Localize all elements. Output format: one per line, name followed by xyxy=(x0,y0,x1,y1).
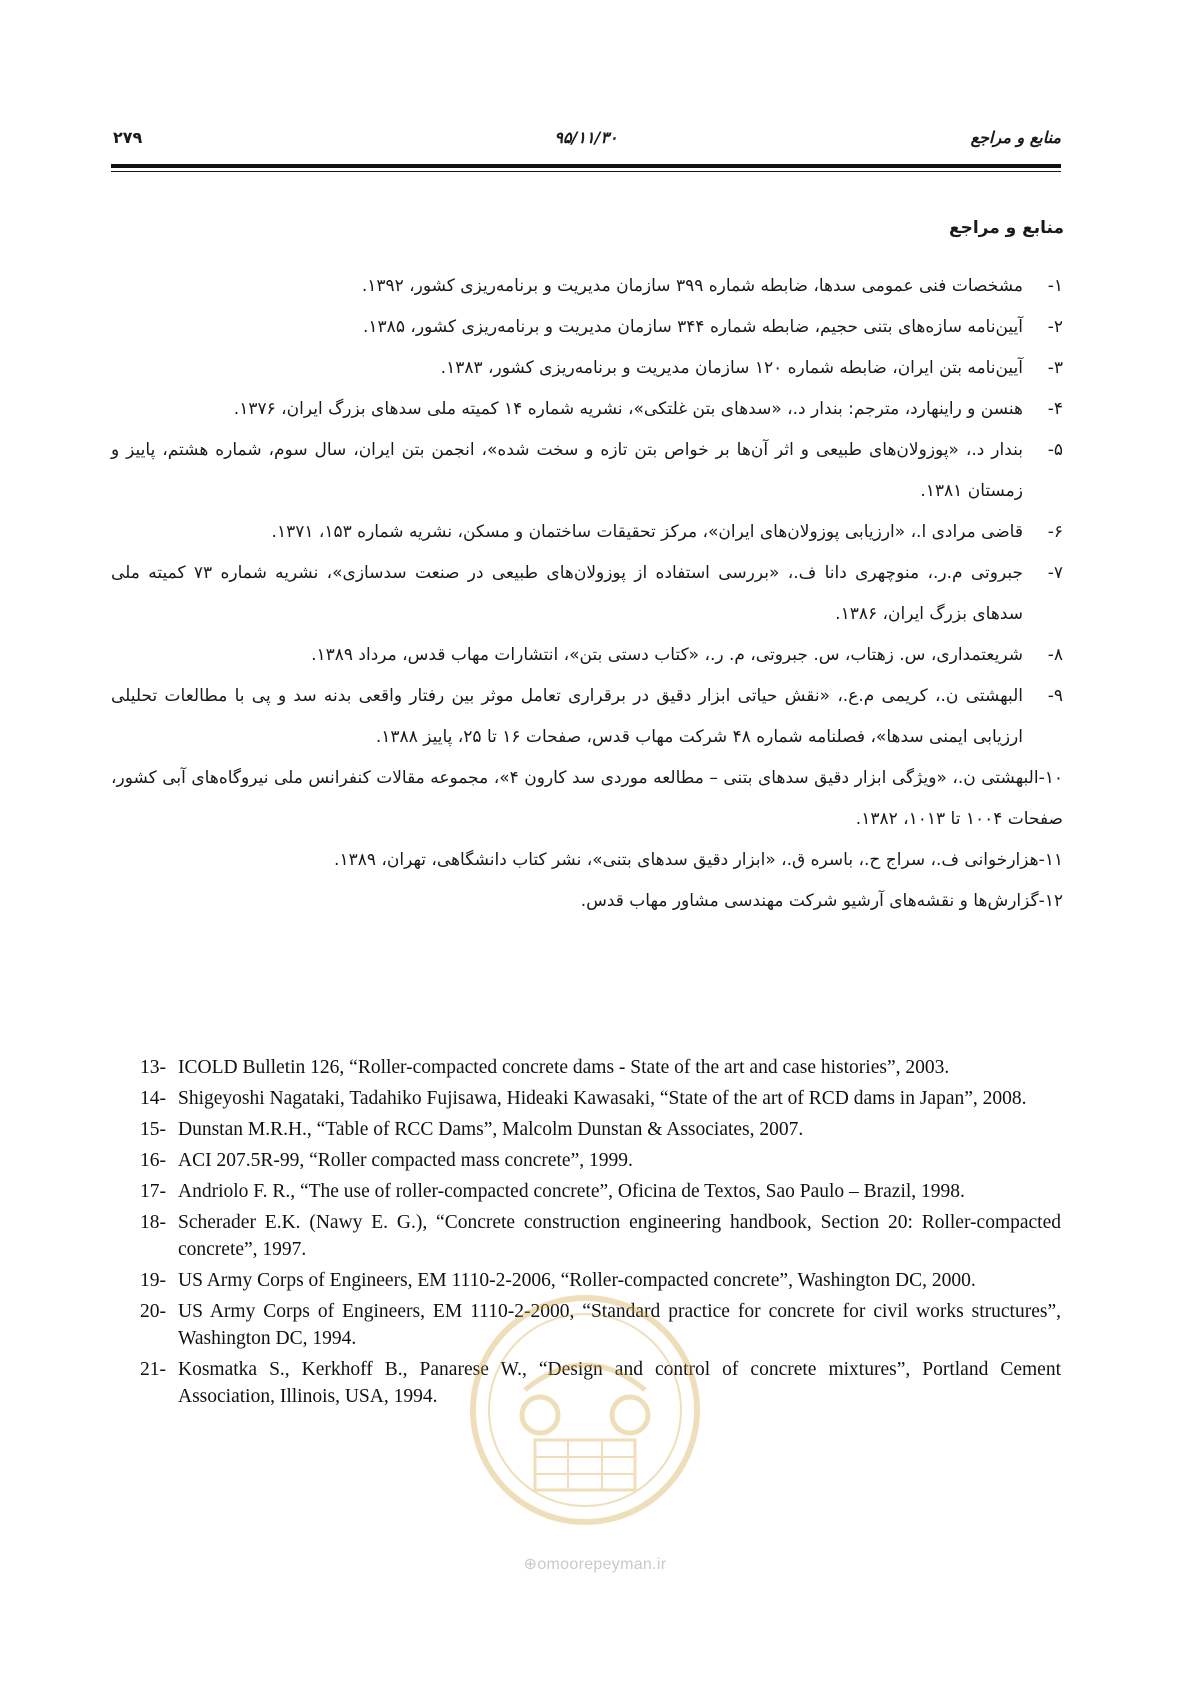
reference-item xyxy=(111,758,1063,840)
reference-number: 14- xyxy=(140,1088,166,1109)
reference-text: Kosmatka S., Kerkhoff B., Panarese W., “Design and control of concrete mixtures”, Portland Cement Association, Illinois, USA, 1994. xyxy=(178,1359,1061,1407)
reference-text: Andriolo F. R., “The use of roller-compacted concrete”, Oficina de Textos, Sao Paulo – Brazil, 1998. xyxy=(178,1181,965,1202)
header-rule-thick xyxy=(111,164,1061,168)
reference-item xyxy=(111,348,1063,389)
reference-item xyxy=(111,676,1063,758)
reference-number: ۲- xyxy=(1047,317,1063,337)
reference-text: جبروتی م.ر.، منوچهری دانا ف.، «بررسی استفاده از پوزولان‌های طبیعی در صنعت سدسازی»، نشریه شماره ۷۳ کمیته ملی سدهای بزرگ ایران، ۱۳۸۶. xyxy=(111,563,1023,624)
reference-text: ۱۱-هزارخوانی ف.، سراج ح.، باسره ق.، «ابزار دقیق سدهای بتنی»، نشر کتاب دانشگاهی، تهران، ۱۳۸۹. xyxy=(334,850,1063,870)
reference-number: 13- xyxy=(140,1057,166,1078)
reference-text: مشخصات فنی عمومی سدها، ضابطه شماره ۳۹۹ سازمان مدیریت و برنامه‌ریزی کشور، ۱۳۹۲. xyxy=(361,276,1023,296)
reference-item xyxy=(111,307,1063,348)
running-title: منابع و مراجع xyxy=(970,128,1061,147)
reference-item xyxy=(140,1147,1061,1174)
header-rule-thin xyxy=(111,171,1061,172)
reference-number: ۸- xyxy=(1047,645,1063,665)
reference-item xyxy=(111,635,1063,676)
reference-text: شریعتمداری، س. زهتاب، س. جبروتی، م. ر.، «کتاب دستی بتن»، انتشارات مهاب قدس، مرداد ۱۳۸۹. xyxy=(311,645,1023,665)
reference-number: 17- xyxy=(140,1181,166,1202)
watermark-site xyxy=(0,1554,1190,1574)
reference-number: ۶- xyxy=(1047,522,1063,542)
reference-number: ۳- xyxy=(1047,358,1063,378)
reference-text: آیین‌نامه سازه‌های بتنی حجیم، ضابطه شماره ۳۴۴ سازمان مدیریت و برنامه‌ریزی کشور، ۱۳۸۵. xyxy=(363,317,1023,337)
reference-number: 15- xyxy=(140,1119,166,1140)
reference-number: ۹- xyxy=(1047,686,1063,706)
reference-number: 16- xyxy=(140,1150,166,1171)
reference-number: ۷- xyxy=(1047,563,1063,583)
reference-item xyxy=(140,1085,1061,1112)
reference-text: ACI 207.5R-99, “Roller compacted mass concrete”, 1999. xyxy=(178,1150,633,1171)
reference-item xyxy=(111,430,1063,512)
reference-text: ICOLD Bulletin 126, “Roller-compacted concrete dams - State of the art and case histories”, 2003. xyxy=(178,1057,950,1078)
reference-item xyxy=(140,1054,1061,1081)
watermark-seal-icon xyxy=(465,1290,705,1530)
reference-number: 21- xyxy=(140,1359,166,1380)
reference-text: US Army Corps of Engineers, EM 1110-2-2006, “Roller-compacted concrete”, Washington DC, 2000. xyxy=(178,1270,976,1291)
persian-reference-list xyxy=(111,266,1063,922)
reference-item xyxy=(140,1178,1061,1205)
reference-text: Shigeyoshi Nagataki, Tadahiko Fujisawa, Hideaki Kawasaki, “State of the art of RCD dams in Japan”, 2008. xyxy=(178,1088,1027,1109)
page-header xyxy=(111,128,1061,152)
reference-number: 19- xyxy=(140,1270,166,1291)
page-number: ۲۷۹ xyxy=(113,128,143,147)
reference-number: ۱- xyxy=(1047,276,1063,296)
reference-item xyxy=(111,266,1063,307)
reference-item xyxy=(111,840,1063,881)
reference-text: قاضی مرادی ا.، «ارزیابی پوزولان‌های ایران»، مرکز تحقیقات ساختمان و مسکن، نشریه شماره ۱۵۳، ۱۳۷۱. xyxy=(271,522,1023,542)
reference-item xyxy=(111,512,1063,553)
reference-item xyxy=(140,1116,1061,1143)
reference-text: Dunstan M.R.H., “Table of RCC Dams”, Malcolm Dunstan & Associates, 2007. xyxy=(178,1119,804,1140)
reference-item xyxy=(111,553,1063,635)
reference-number: 18- xyxy=(140,1212,166,1233)
reference-text: بندار د.، «پوزولان‌های طبیعی و اثر آن‌ها بر خواص بتن تازه و سخت شده»، انجمن بتن ایران، سال سوم، شماره هشتم، پاییز و زمستان ۱۳۸۱. xyxy=(111,440,1023,501)
reference-item xyxy=(140,1209,1061,1263)
reference-text: US Army Corps of Engineers, EM 1110-2-2000, “Standard practice for concrete for civil works structures”, Washington DC, 1994. xyxy=(178,1301,1061,1349)
section-title: منابع و مراجع xyxy=(948,218,1064,238)
reference-text: هنسن و راینهارد، مترجم: بندار د.، «سدهای بتن غلتکی»، نشریه شماره ۱۴ کمیته ملی سدهای بزرگ ایران، ۱۳۷۶. xyxy=(233,399,1023,419)
reference-number: ۵- xyxy=(1047,440,1063,460)
reference-text: ۱۲-گزارش‌ها و نقشه‌های آرشیو شرکت مهندسی مشاور مهاب قدس. xyxy=(580,891,1063,911)
reference-number: ۴- xyxy=(1047,399,1063,419)
watermark-site-text: omoorepeyman.ir xyxy=(537,1556,667,1573)
header-date: ۹۵/۱۱/۳۰ xyxy=(554,128,618,147)
reference-text: Scherader E.K. (Nawy E. G.), “Concrete construction engineering handbook, Section 20: Roller-compacted concrete”, 1997. xyxy=(178,1212,1061,1260)
reference-text: البهشتی ن.، کریمی م.ع.، «نقش حیاتی ابزار دقیق در برقراری تعامل موثر بین رفتار واقعی بدنه سد و پی با مطالعات تحلیلی ارزیابی ایمنی سدها»، فصلنامه شماره ۴۸ شرکت مهاب قدس، صفحات ۱۶ تا ۲۵، پاییز ۱۳۸۸. xyxy=(111,686,1023,747)
reference-text: ۱۰-البهشتی ن.، «ویژگی ابزار دقیق سدهای بتنی – مطالعه موردی سد کارون ۴»، مجموعه مقالات کنفرانس ملی نیروگاه‌های آبی کشور، صفحات ۱۰۰۴ تا ۱۰۱۳، ۱۳۸۲. xyxy=(111,768,1063,829)
reference-text: آیین‌نامه بتن ایران، ضابطه شماره ۱۲۰ سازمان مدیریت و برنامه‌ریزی کشور، ۱۳۸۳. xyxy=(440,358,1023,378)
reference-item xyxy=(111,881,1063,922)
reference-number: 20- xyxy=(140,1301,166,1322)
reference-item xyxy=(111,389,1063,430)
globe-icon: ⊕ xyxy=(523,1556,538,1573)
